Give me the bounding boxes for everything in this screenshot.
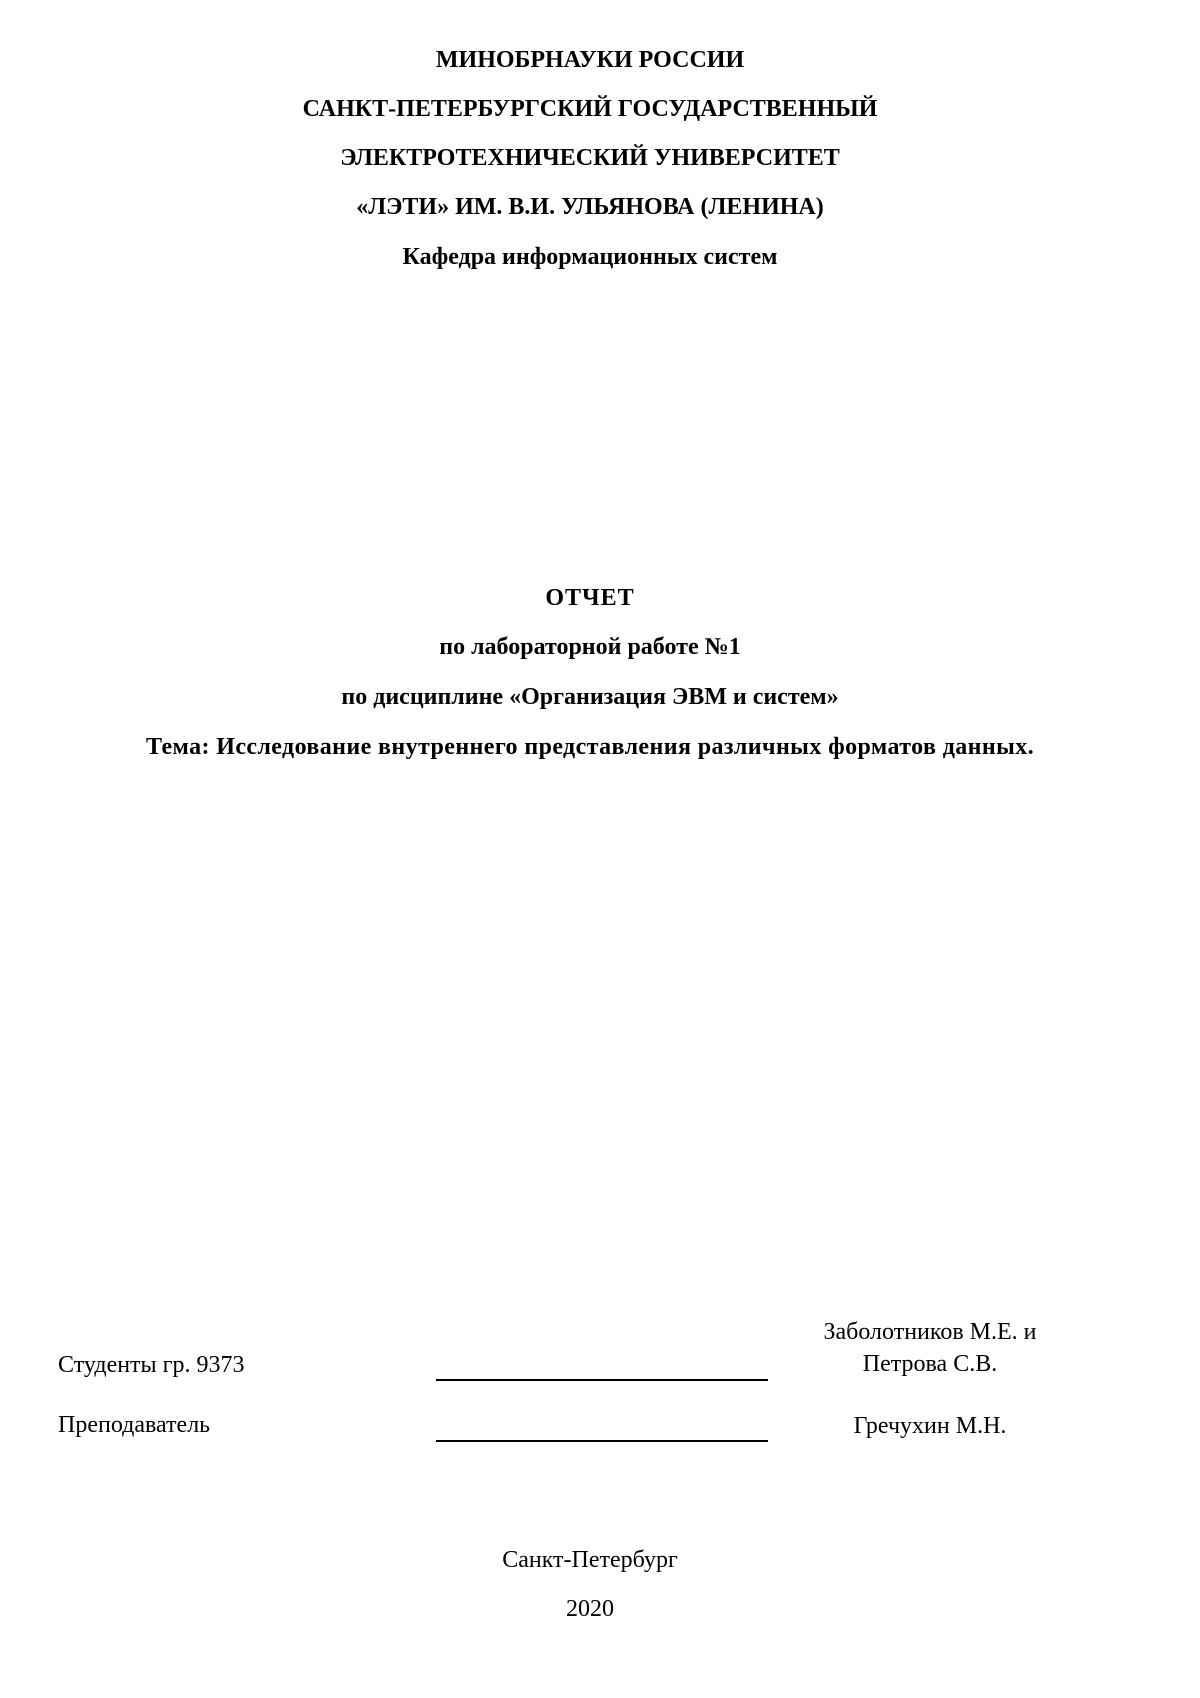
report-title: ОТЧЕТ [545,585,635,611]
year: 2020 [566,1596,614,1622]
university-name-line-3: «ЛЭТИ» ИМ. В.И. УЛЬЯНОВА (ЛЕНИНА) [356,194,824,220]
report-topic: Тема: Исследование внутреннего представления различных форматов данных. [145,734,1035,760]
students-names [780,1316,1080,1380]
ministry-name: МИНОБРНАУКИ РОССИИ [435,47,745,73]
students-signature-line [436,1379,768,1381]
students-names-line-2: Петрова С.В. [862,1351,998,1377]
students-names-line-1: Заболотников М.Е. и [823,1319,1037,1345]
report-lab-number: по лабораторной работе №1 [439,634,741,660]
teacher-signature-line [436,1440,768,1442]
city: Санкт-Петербург [502,1547,678,1573]
report-discipline: по дисциплине «Организация ЭВМ и систем» [341,684,839,710]
teacher-label: Преподаватель [58,1412,211,1438]
university-name-line-1: САНКТ-ПЕТЕРБУРГСКИЙ ГОСУДАРСТВЕННЫЙ [302,96,878,122]
department-name: Кафедра информационных систем [402,244,778,270]
students-label: Студенты гр. 9373 [58,1352,245,1378]
teacher-name: Гречухин М.Н. [853,1413,1007,1439]
university-name-line-2: ЭЛЕКТРОТЕХНИЧЕСКИЙ УНИВЕРСИТЕТ [340,145,840,171]
